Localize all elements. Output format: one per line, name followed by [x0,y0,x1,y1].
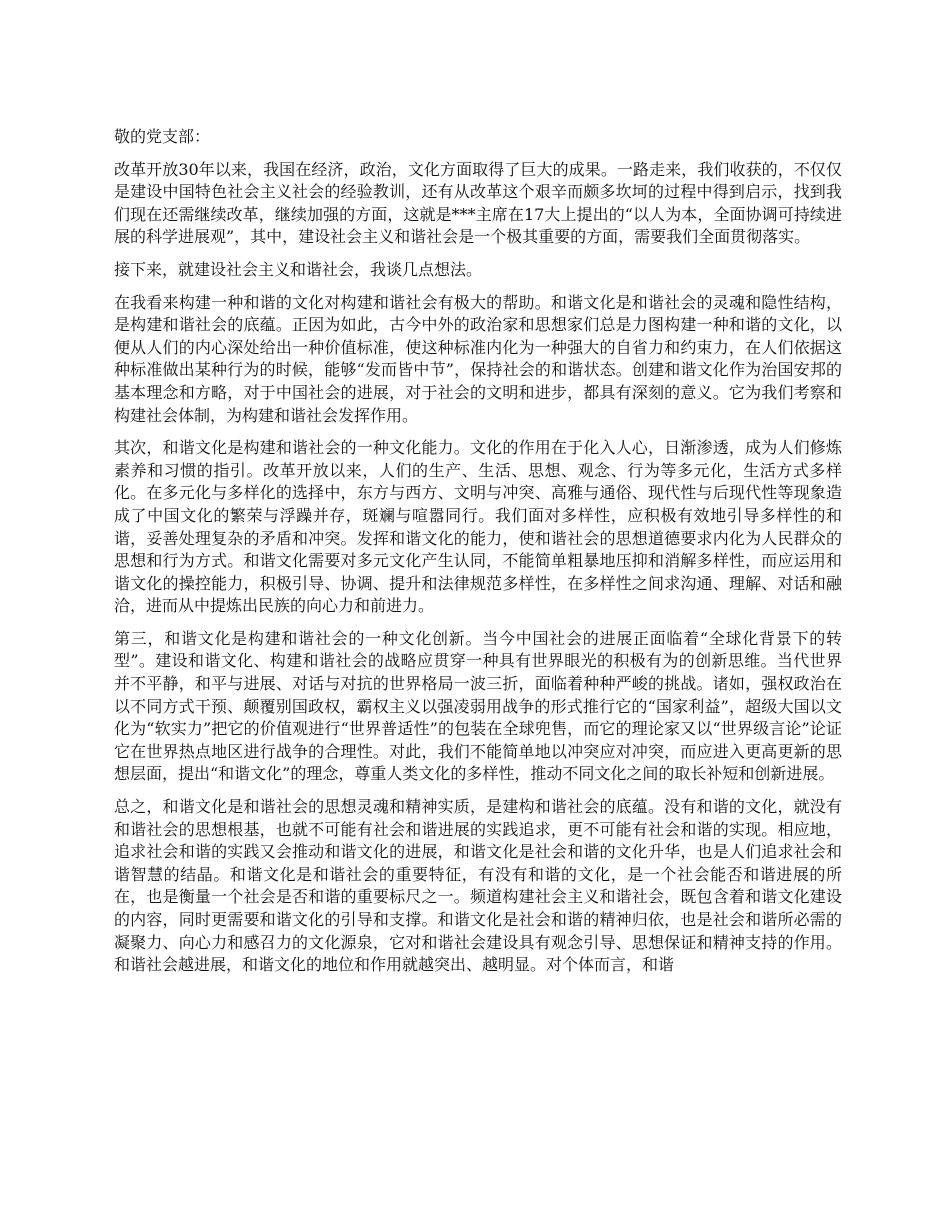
paragraph-third-point: 第三，和谐文化是构建和谐社会的一种文化创新。当今中国社会的进展正面临着“全球化背景下的转型”。建设和谐文化、构建和谐社会的战略应贯穿一种具有世界眼光的积极有为的创新思维。当代世界并不平静，和平与进展、对话与对抗的世界格局一波三折，面临着种种严峻的挑战。诸如，强权政治在以不同方式干预、颠覆别国政权，霸权主义以强凌弱用战争的形式推行它的“国家利益”，超级大国以文化为“软实力”把它的价值观进行“世界普适性”的包装在全球兜售，而它的理论家又以“世界级言论”论证它在世界热点地区进行战争的合理性。对此，我们不能简单地以冲突应对冲突，而应进入更高更新的思想层面，提出“和谐文化”的理念，尊重人类文化的多样性，推动不同文化之间的取长补短和创新进展。 [114,628,842,784]
paragraph-first-point: 在我看来构建一种和谐的文化对构建和谐社会有极大的帮助。和谐文化是和谐社会的灵魂和隐性结构，是构建和谐社会的底蕴。正因为如此，古今中外的政治家和思想家们总是力图构建一种和谐的文化，以便从人们的内心深处给出一种价值标准，使这种标准内化为一种强大的自省力和约束力，在人们依据这种标准做出某种行为的时候，能够“发而皆中节”，保持社会的和谐状态。创建和谐文化作为治国安邦的基本理念和方略，对于中国社会的进展，对于社会的文明和进步，都具有深刻的意义。它为我们考察和构建社会体制，为构建和谐社会发挥作用。 [114,292,842,425]
salutation: 敬的党支部： [114,127,211,146]
paragraph-intro: 改革开放30年以来，我国在经济，政治，文化方面取得了巨大的成果。一路走来，我们收获的，不仅仅是建设中国特色社会主义社会的经验教训，还有从改革这个艰辛而颇多坎坷的过程中得到启示，找到我们现在还需继续改革，继续加强的方面，这就是***主席在17大上提出的“以人为本，全面协调可持续进展的科学进展观”，其中，建设社会主义和谐社会是一个极其重要的方面，需要我们全面贯彻落实。 [114,159,842,247]
paragraph-second-point: 其次，和谐文化是构建和谐社会的一种文化能力。文化的作用在于化入人心，日渐渗透，成为人们修炼素养和习惯的指引。改革开放以来，人们的生产、生活、思想、观念、行为等多元化，生活方式多样化。在多元化与多样化的选择中，东方与西方、文明与冲突、高雅与通俗、现代性与后现代性等现象造成了中国文化的繁荣与浮躁并存，斑斓与喧嚣同行。我们面对多样性，应积极有效地引导多样性的和谐，妥善处理复杂的矛盾和冲突。发挥和谐文化的能力，使和谐社会的思想道德要求内化为人民群众的思想和行为方式。和谐文化需要对多元文化产生认同，不能简单粗暴地压抑和消解多样性，而应运用和谐文化的操控能力，积极引导、协调、提升和法律规范多样性，在多样性之间求沟通、理解、对话和融洽，进而从中提炼出民族的向心力和前进力。 [114,438,842,616]
paragraph-conclusion: 总之，和谐文化是和谐社会的思想灵魂和精神实质，是建构和谐社会的底蕴。没有和谐的文化，就没有和谐社会的思想根基，也就不可能有社会和谐进展的实践追求，更不可能有社会和谐的实现。相应地，追求社会和谐的实践又会推动和谐文化的进展，和谐文化是社会和谐的文化升华，也是人们追求社会和谐智慧的结晶。和谐文化是和谐社会的重要特征，有没有和谐的文化，是一个社会能否和谐进展的所在，也是衡量一个社会是否和谐的重要标尺之一。频道构建社会主义和谐社会，既包含着和谐文化建设的内容，同时更需要和谐文化的引导和支撑。和谐文化是社会和谐的精神归依，也是社会和谐所必需的凝聚力、向心力和感召力的文化源泉，它对和谐社会建设具有观念引导、思想保证和精神支持的作用。和谐社会越进展，和谐文化的地位和作用就越突出、越明显。对个体而言，和谐 [114,797,842,975]
paragraph-transition: 接下来，就建设社会主义和谐社会，我谈几点想法。 [114,259,483,279]
document-page [114,126,842,987]
